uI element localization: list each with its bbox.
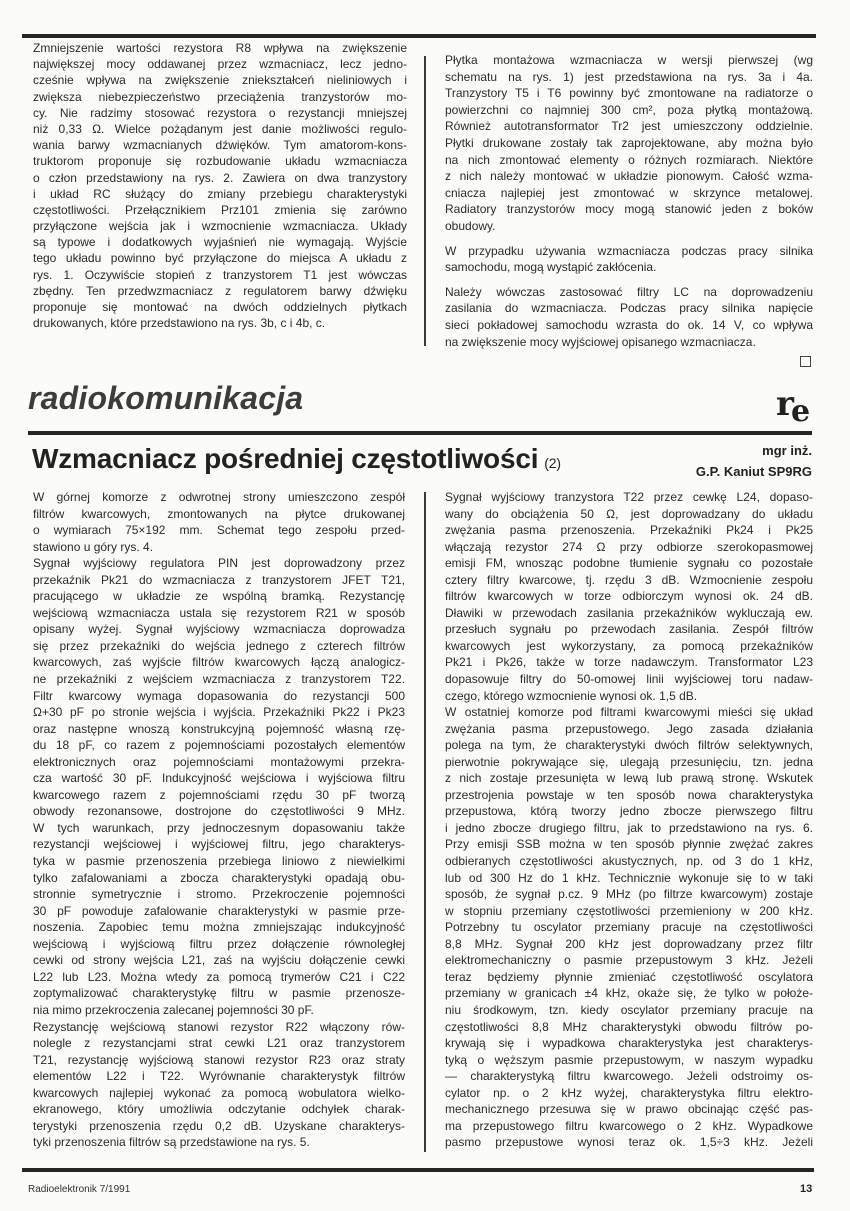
text-line: noszenia. Zapobiec temu można zmniejszając indukcyjność bbox=[33, 920, 405, 935]
text-line: kwarcowych najlepiej wykonać za pomocą wobulatora wielko- bbox=[33, 1085, 405, 1100]
text-line: na zwiększenie mocy wyjściowej opisanego wzmacniacza. bbox=[445, 334, 756, 349]
text-line: Dławiki w przewodach zasilania przekaźników wykluczają ew. bbox=[445, 605, 813, 620]
text-line: Tranzystory T5 i T6 powinny być zmontowane na radiatorze o bbox=[445, 86, 813, 101]
text-line: W górnej komorze z odwrotnej strony umieszczono zespół bbox=[33, 490, 405, 504]
text-line: Płytki drukowane zostały tak zaprojektowane, aby można było bbox=[445, 135, 813, 150]
text-line: na nich zmontować elementy o różnych rozmiarach. Niektóre bbox=[445, 152, 813, 167]
article-author bbox=[696, 440, 812, 482]
text-line: zbędny. Ten przedwzmacniacz z regulatorem barwy dźwięku bbox=[33, 283, 407, 298]
text-line: Należy wówczas zastosować filtry LC na doprowadzeniu bbox=[445, 284, 813, 299]
magazine-logo bbox=[776, 384, 816, 428]
text-line: cztery filtry kwarcowe, tj. rzędu 3 dB. Wzmocnienie zespołu bbox=[445, 572, 813, 587]
text-line: włączają rezystor 274 Ω przy odbiorze szerokopasmowej bbox=[445, 539, 813, 554]
text-line: o człon przedstawiony na rys. 2. Zawiera on dwa tranzystory bbox=[33, 170, 407, 185]
text-line: Sygnał wyjściowy regulatora PIN jest doprowadzony przez bbox=[33, 556, 405, 571]
text-line: T21, rezystancję wyjściową stanowi rezystor R23 oraz straty bbox=[33, 1052, 405, 1067]
top-rule bbox=[22, 34, 816, 38]
text-line: częstotliwości. Przełącznikiem Prz101 zmienia się zarówno bbox=[33, 202, 407, 217]
paragraph bbox=[445, 489, 813, 704]
text-line: sposób, że sygnał p.cz. 9 MHz (po filtrze kwarcowym) zostaje bbox=[445, 887, 813, 902]
text-line: elektronicznych oraz pojemnościami montażowymi przekra- bbox=[33, 754, 405, 769]
text-line: obudowy. bbox=[445, 218, 496, 233]
text-line: W ostatniej komorze pod filtrami kwarcowymi mieści się układ bbox=[445, 705, 813, 720]
text-line: zwiększa niebezpieczeństwo przeciążenia tranzystorów mo- bbox=[33, 89, 407, 104]
text-line: powierzchni co najmniej 300 cm², poza płytką montażową. bbox=[445, 102, 813, 117]
text-line: Płytka montażowa wzmacniacza w wersji pierwszej (wg bbox=[445, 53, 813, 67]
author-name: G.P. Kaniut SP9RG bbox=[695, 464, 812, 479]
logo-letter-e: e bbox=[791, 394, 811, 429]
footer-magazine-issue: Radioelektronik 7/1991 bbox=[28, 1184, 131, 1195]
article-part: (2) bbox=[544, 455, 561, 471]
article-left-column bbox=[33, 489, 405, 1151]
text-line: dopasowuje filtry do 50-omowej linii wyjściowej toru nadaw- bbox=[445, 672, 813, 687]
text-line: czego, którego wzmocnienie wynosi ok. 1,5 dB. bbox=[445, 688, 698, 703]
text-line: zoptymalizować charakterystykę filtru w pasmie przenosze- bbox=[33, 986, 405, 1001]
bottom-rule bbox=[22, 1168, 814, 1172]
end-of-article-mark bbox=[800, 356, 811, 367]
text-line: tyki przenoszenia filtrów są przedstawione na rys. 5. bbox=[33, 1135, 310, 1150]
paragraph bbox=[445, 284, 813, 350]
text-line: nolegle z rezystancjami strat cewki L21 oraz tranzystorem bbox=[33, 1036, 405, 1051]
paragraph bbox=[33, 1019, 405, 1151]
text-line: przesłuch sygnału po przewodach zasilania. Zespół filtrów bbox=[445, 622, 813, 637]
text-line: kwarcowych, zaś wyjście filtrów kwarcowych łączą analogicz- bbox=[33, 655, 405, 670]
section-rule bbox=[28, 431, 812, 435]
text-line: proponuje się montować na dwóch oddzielnych płytkach bbox=[33, 300, 407, 314]
text-line: pierwotnie pokrywające się, ulegają przesunięciu, tzn. jedna bbox=[445, 754, 813, 769]
text-line: teraz będziemy płynnie zmieniać częstotliwość oscylatora bbox=[445, 969, 813, 984]
text-line: przemiany w granicach ±4 kHz, okaże się, że tylko w położe- bbox=[445, 986, 813, 1001]
text-line: kwarcowego razem z pojemnościami rzędu 30 pF tworzą bbox=[33, 787, 405, 802]
text-line: elektromechaniczny o pasmie przepustowym 3 kHz. Jeżeli bbox=[445, 953, 813, 968]
text-line: stronnie symetrycznie i stromo. Przekroczenie pojemności bbox=[33, 887, 405, 902]
text-line: filtrów kwarcowych w torze odbiorczym wynosi ok. 24 dB. bbox=[445, 589, 813, 604]
text-line: oraz następne wnoszą konstrukcyjną pojemność własną rzę- bbox=[33, 721, 405, 736]
text-line: obwody rezonansowe, dostrojone do częstotliwości 9 MHz. bbox=[33, 804, 405, 819]
text-line: się przez przekaźniki do wejścia jednego z czterech filtrów bbox=[33, 638, 405, 653]
previous-article-left-column bbox=[33, 40, 407, 331]
text-line: cześnie wpływa na zwiększenie zniekształceń nieliniowych i bbox=[33, 73, 407, 88]
article-right-column bbox=[445, 489, 813, 1151]
text-line: wejściową wzmacniacza ustala się rezystorem R21 w sposób bbox=[33, 605, 405, 620]
text-line: wany do obciążenia 50 Ω, jest doprowadzany do układu bbox=[445, 506, 813, 521]
text-line: o wymiarach 75×192 mm. Schemat tego zespołu przed- bbox=[33, 523, 405, 538]
text-line: i jedno zbocze drugiego filtru, jak to przedstawiono na rys. 6. bbox=[445, 820, 813, 835]
text-line: odbieranych częstotliwości akustycznych, np. od 3 do 1 kHz, bbox=[445, 854, 813, 869]
text-line: Przy emisji SSB można w ten sposób płynnie zwężać zakres bbox=[445, 837, 813, 852]
text-line: cza wartość 30 pF. Indukcyjność wejściowa i wyjściowa filtru bbox=[33, 771, 405, 786]
text-line: W tych warunkach, przy jednoczesnym dopasowaniu także bbox=[33, 820, 405, 835]
text-line: drukowanych, które przedstawiono na rys. 3b, c i 4b, c. bbox=[33, 316, 326, 331]
text-line: są typowe i dodatkowych wyjaśnień nie wymagają. Wyjście bbox=[33, 235, 407, 250]
text-line: ma przepustowego filtru kwarcowego o 2 kHz. Wypadkowe bbox=[445, 1118, 813, 1133]
paragraph bbox=[33, 555, 405, 1018]
text-line: z nich należy montować w układzie pionowym. Całość wzma- bbox=[445, 169, 813, 184]
text-line: sieci pokładowej samochodu wzrasta do ok. 14 V, co wpływa bbox=[445, 317, 813, 332]
text-line: samochodu, mogą wystąpić zakłócenia. bbox=[445, 260, 657, 275]
text-line: L22 lub L23. Można wtedy za pomocą trymerów C21 i C22 bbox=[33, 969, 405, 984]
paragraph bbox=[445, 52, 813, 235]
text-line: z nich zostaje przesunięta w lewą lub prawą stronę. Wskutek bbox=[445, 771, 813, 786]
paragraph bbox=[445, 704, 813, 1151]
text-line: wejściową i wyjściową filtru przez dołączenie równoległej bbox=[33, 936, 405, 951]
text-line: polega na tym, że charakterystyki dwóch filtrów selektywnych, bbox=[445, 738, 813, 753]
text-line: tego układu powinno być przyłączone do miejsca A układu z bbox=[33, 251, 407, 266]
text-line: Filtr kwarcowy wymaga dopasowania do rezystancji 500 bbox=[33, 688, 405, 703]
text-line: ekranowego, który umożliwia odczytanie odchyłek charak- bbox=[33, 1102, 405, 1117]
text-line: elementów L22 i T22. Wyrównanie charakterystyk filtrów bbox=[33, 1069, 405, 1084]
text-line: i układ RC służący do zmiany przebiegu charakterystyki bbox=[33, 186, 407, 201]
text-line: terystyki przenoszenia rzędu 0,2 dB. Uzyskane charakterys- bbox=[33, 1118, 405, 1133]
text-line: ne przekaźniki z wejściem wzmacniacza z tranzystorem T22. bbox=[33, 672, 405, 687]
article-title bbox=[32, 443, 561, 475]
text-line: przekaźnik Pk21 do wzmacniacza z tranzystorem JFET T21, bbox=[33, 572, 405, 587]
text-line: tyką o węższym pasmie przepustowym, w naszym wypadku bbox=[445, 1052, 813, 1067]
text-line: truktorom proponuje się rozbudowanie układu wzmacniacza bbox=[33, 154, 407, 169]
text-line: przestrojenia powstaje w ten sposób nowa charakterystyka bbox=[445, 787, 813, 802]
paragraph bbox=[33, 40, 407, 331]
text-line: Ω+30 pF po stronie wejścia i wyjścia. Przekaźniki Pk22 i Pk23 bbox=[33, 705, 405, 720]
text-line: Pk21 i Pk26, także w torze nadawczym. Transformator L23 bbox=[445, 655, 813, 670]
text-line: schematu na rys. 1) jest przedstawiona na rys. 3a i 4a. bbox=[445, 69, 813, 84]
text-line: opisany wyżej. Sygnał wyjściowy wzmacniacza doprowadza bbox=[33, 622, 405, 637]
page-number: 13 bbox=[800, 1183, 813, 1195]
text-line: tylko zafalowaniami a zbocza charakterystyki opadają obu- bbox=[33, 870, 405, 885]
previous-article-right-column bbox=[445, 52, 813, 350]
text-line: mechanicznego przesuwa się w prawo obcinając część pas- bbox=[445, 1102, 813, 1117]
text-line: niu środkowym, tzn. kiedy oscylator przemiany pracuje na bbox=[445, 1002, 813, 1017]
text-line: Zmniejszenie wartości rezystora R8 wpływa na zwiększenie bbox=[33, 41, 407, 55]
text-line: cewki od strony wejścia L21, zaś na wyjściu dołączenie cewki bbox=[33, 953, 405, 968]
text-line: Rezystancję wejściową stanowi rezystor R22 włączony rów- bbox=[33, 1019, 405, 1034]
text-line: przyłączone wejścia jak i wzmocnienie wzmacniacza. Układy bbox=[33, 219, 407, 234]
text-line: Sygnał wyjściowy tranzystora T22 przez cewkę L24, dopaso- bbox=[445, 490, 813, 504]
text-line: cniacza najlepiej jest zmontować w skrzynce metalowej. bbox=[445, 185, 813, 200]
text-line: największej mocy oddawanej przez wzmacniacz, lecz jedno- bbox=[33, 57, 407, 72]
text-line: zasilania do wzmacniacza. Podczas pracy silnika napięcie bbox=[445, 301, 813, 316]
text-line: W przypadku używania wzmacniacza podczas pracy silnika bbox=[445, 243, 813, 258]
text-line: niż 0,33 Ω. Wielce pożądanym jest danie możliwości regulo- bbox=[33, 121, 407, 136]
text-line: filtrów kwarcowych, zmontowanych na płytce drukowanej bbox=[33, 506, 405, 521]
text-line: wania barwy wzmacnianych dźwięków. Tym amatorom-kons- bbox=[33, 138, 407, 153]
text-line: — charakterystyką filtru kwarcowego. Jeżeli odstroimy os- bbox=[445, 1069, 813, 1084]
paragraph bbox=[445, 243, 813, 276]
text-line: zwężania pasma przenoszenia. Przekaźniki Pk24 i Pk25 bbox=[445, 523, 813, 538]
text-line: cy. Nie radzimy stosować rezystora o rezystancji mniejszej bbox=[33, 105, 407, 120]
column-divider-top bbox=[424, 56, 426, 346]
text-line: stawiono u góry rys. 4. bbox=[33, 539, 154, 554]
text-line: lub od 300 Hz do 1 kHz. Technicznie wykonuje się to w taki bbox=[445, 870, 813, 885]
text-line: częstotliwości 8,8 MHz charakterystyki obwodu filtrów po- bbox=[445, 1019, 813, 1034]
author-degree: mgr inż. bbox=[762, 443, 812, 458]
text-line: zwężania pasma przepustowego. Jego zasada działania bbox=[445, 721, 813, 736]
text-line: rezystancji wejściowej i wyjściowej filtru, jego charakterys- bbox=[33, 837, 405, 852]
text-line: Potrzebny tu oscylator przemiany pracuje na częstotliwości bbox=[445, 920, 813, 935]
text-line: Również autotransformator Tr2 jest umieszczony oddzielnie. bbox=[445, 119, 813, 134]
text-line: krywają się i wypadkowa charakterystyka jest charakterys- bbox=[445, 1036, 813, 1051]
text-line: rys. 1. Oczywiście stopień z tranzystorem T1 jest wówczas bbox=[33, 267, 407, 282]
section-heading: radiokomunikacja bbox=[28, 380, 304, 416]
text-line: pasmo przepustowe wynosi teraz ok. 1,5÷3 kHz. Jeżeli bbox=[445, 1135, 813, 1150]
text-line: 8,8 MHz. Sygnał 200 kHz jest doprowadzany przez filtr bbox=[445, 936, 813, 951]
text-line: przepustowa, którą tworzy jedno zbocze pierwszego filtru bbox=[445, 804, 813, 819]
text-line: cylator np. o 2 kHz wyżej, charakterystyka filtru elektro- bbox=[445, 1085, 813, 1100]
text-line: tyka w pasmie przenoszenia przebiega liniowo z niewielkimi bbox=[33, 854, 405, 869]
text-line: pracującego w układzie ze wspólną bramką. Rezystancję bbox=[33, 589, 405, 604]
text-line: Radiatory tranzystorów mocy mogą stanowić jeden z boków bbox=[445, 202, 813, 217]
article-title-text: Wzmacniacz pośredniej częstotliwości bbox=[32, 443, 539, 474]
text-line: kwarcowych jest wykorzystany, za pomocą przekaźników bbox=[445, 638, 813, 653]
text-line: du 18 pF, co razem z pojemnościami pozostałych elementów bbox=[33, 738, 405, 753]
text-line: nia mimo przekroczenia zalecanej pojemności 30 pF. bbox=[33, 1002, 314, 1017]
text-line: 30 pF powoduje zafalowanie charakterystyki w pasmie prze- bbox=[33, 903, 405, 918]
logo-letter-r: r bbox=[776, 384, 794, 424]
column-divider-bottom bbox=[424, 492, 426, 1152]
paragraph bbox=[33, 489, 405, 555]
text-line: emisji FM, wnosząc podobne tłumienie sygnału co pozostałe bbox=[445, 556, 813, 571]
text-line: w stopniu przemiany częstotliwości przemieniony w 200 kHz. bbox=[445, 903, 813, 918]
